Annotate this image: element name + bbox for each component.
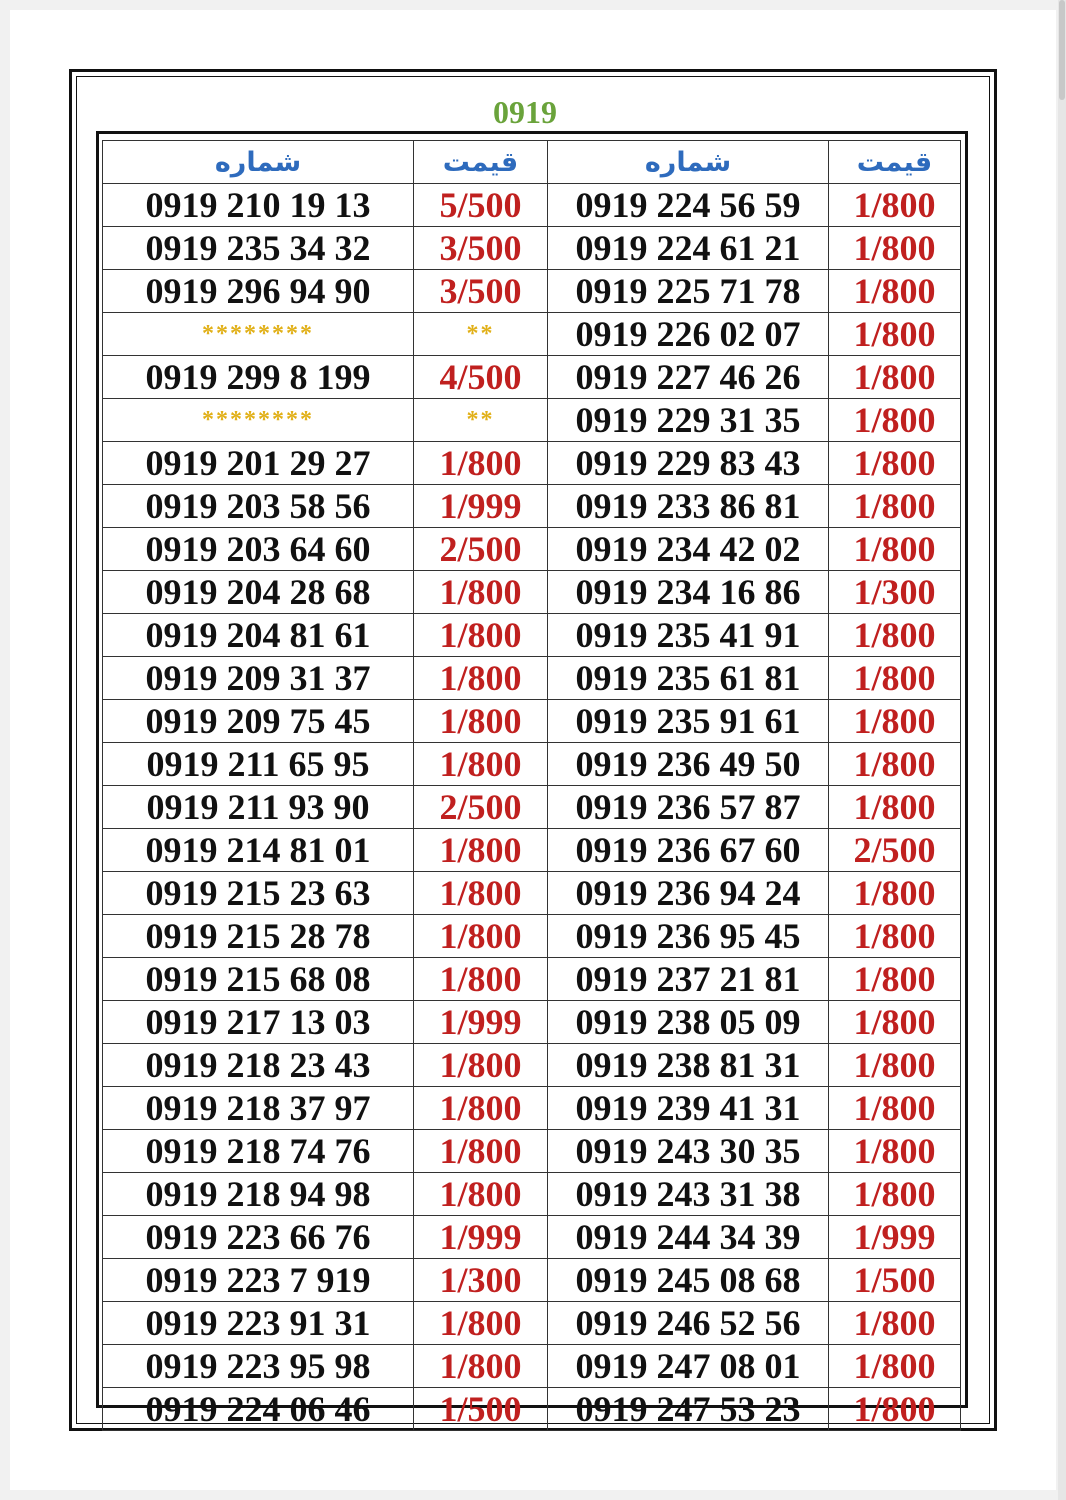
phone-number-right: 0919 224 56 59 bbox=[548, 184, 829, 227]
price-left: 1/800 bbox=[414, 872, 548, 915]
price-left: 1/300 bbox=[414, 1259, 548, 1302]
phone-number-left: ******** bbox=[103, 313, 414, 356]
phone-number-left: 0919 203 64 60 bbox=[103, 528, 414, 571]
table-row bbox=[103, 1216, 961, 1259]
phone-number-right: 0919 227 46 26 bbox=[548, 356, 829, 399]
price-left: 3/500 bbox=[414, 270, 548, 313]
price-right: 1/300 bbox=[829, 571, 961, 614]
price-table-body bbox=[103, 141, 961, 1431]
phone-number-left: 0919 209 31 37 bbox=[103, 657, 414, 700]
table-row bbox=[103, 872, 961, 915]
phone-number-right: 0919 229 83 43 bbox=[548, 442, 829, 485]
phone-number-right: 0919 225 71 78 bbox=[548, 270, 829, 313]
table-row bbox=[103, 915, 961, 958]
phone-number-right: 0919 243 31 38 bbox=[548, 1173, 829, 1216]
header-row bbox=[103, 141, 961, 184]
price-table-frame bbox=[96, 131, 968, 1429]
price-right: 1/800 bbox=[829, 227, 961, 270]
price-right: 1/800 bbox=[829, 1130, 961, 1173]
phone-number-left: 0919 217 13 03 bbox=[103, 1001, 414, 1044]
price-left: 1/800 bbox=[414, 1302, 548, 1345]
price-left: 2/500 bbox=[414, 786, 548, 829]
phone-number-right: 0919 236 57 87 bbox=[548, 786, 829, 829]
phone-number-left: ******** bbox=[103, 399, 414, 442]
table-row bbox=[103, 571, 961, 614]
phone-number-left: 0919 214 81 01 bbox=[103, 829, 414, 872]
price-left: 1/800 bbox=[414, 743, 548, 786]
table-row bbox=[103, 1302, 961, 1345]
price-left: 5/500 bbox=[414, 184, 548, 227]
price-right: 1/800 bbox=[829, 184, 961, 227]
phone-number-left: 0919 218 94 98 bbox=[103, 1173, 414, 1216]
table-row bbox=[103, 313, 961, 356]
price-left: 1/800 bbox=[414, 1087, 548, 1130]
price-left: 1/999 bbox=[414, 1001, 548, 1044]
page-title: 0919 bbox=[493, 94, 557, 130]
price-right: 1/800 bbox=[829, 1044, 961, 1087]
phone-number-right: 0919 235 61 81 bbox=[548, 657, 829, 700]
table-row bbox=[103, 700, 961, 743]
phone-number-left: 0919 215 68 08 bbox=[103, 958, 414, 1001]
price-left: 1/500 bbox=[414, 1388, 548, 1431]
phone-number-left: 0919 223 66 76 bbox=[103, 1216, 414, 1259]
price-right: 1/500 bbox=[829, 1259, 961, 1302]
price-right: 1/800 bbox=[829, 786, 961, 829]
phone-number-right: 0919 233 86 81 bbox=[548, 485, 829, 528]
price-right: 1/800 bbox=[829, 1388, 961, 1431]
price-left: 3/500 bbox=[414, 227, 548, 270]
price-right: 1/800 bbox=[829, 872, 961, 915]
table-row bbox=[103, 1130, 961, 1173]
table-row bbox=[103, 1001, 961, 1044]
phone-number-left: 0919 223 91 31 bbox=[103, 1302, 414, 1345]
price-left: 1/800 bbox=[414, 958, 548, 1001]
phone-number-left: 0919 204 81 61 bbox=[103, 614, 414, 657]
header-price-right: قیمت bbox=[829, 141, 961, 184]
price-left: 1/800 bbox=[414, 657, 548, 700]
price-right: 1/800 bbox=[829, 356, 961, 399]
phone-number-right: 0919 238 81 31 bbox=[548, 1044, 829, 1087]
phone-number-left: 0919 203 58 56 bbox=[103, 485, 414, 528]
phone-number-right: 0919 235 91 61 bbox=[548, 700, 829, 743]
phone-number-left: 0919 299 8 199 bbox=[103, 356, 414, 399]
price-left: 1/800 bbox=[414, 571, 548, 614]
table-row bbox=[103, 1044, 961, 1087]
price-right: 1/800 bbox=[829, 1345, 961, 1388]
phone-number-right: 0919 245 08 68 bbox=[548, 1259, 829, 1302]
phone-number-left: 0919 218 74 76 bbox=[103, 1130, 414, 1173]
phone-number-right: 0919 234 16 86 bbox=[548, 571, 829, 614]
table-row bbox=[103, 1259, 961, 1302]
table-row bbox=[103, 442, 961, 485]
price-right: 1/800 bbox=[829, 1001, 961, 1044]
scrollbar-track[interactable] bbox=[1058, 0, 1066, 1500]
table-row bbox=[103, 1388, 961, 1431]
price-left: ** bbox=[414, 313, 548, 356]
phone-number-left: 0919 223 95 98 bbox=[103, 1345, 414, 1388]
phone-number-right: 0919 238 05 09 bbox=[548, 1001, 829, 1044]
table-row bbox=[103, 786, 961, 829]
phone-number-left: 0919 210 19 13 bbox=[103, 184, 414, 227]
price-right: 1/800 bbox=[829, 485, 961, 528]
price-right: 1/800 bbox=[829, 743, 961, 786]
price-right: 1/999 bbox=[829, 1216, 961, 1259]
price-left: 2/500 bbox=[414, 528, 548, 571]
phone-number-right: 0919 243 30 35 bbox=[548, 1130, 829, 1173]
scrollbar-thumb[interactable] bbox=[1059, 0, 1065, 100]
price-right: 1/800 bbox=[829, 313, 961, 356]
table-row bbox=[103, 743, 961, 786]
price-right: 1/800 bbox=[829, 528, 961, 571]
table-row bbox=[103, 1173, 961, 1216]
table-row bbox=[103, 485, 961, 528]
phone-number-right: 0919 224 61 21 bbox=[548, 227, 829, 270]
table-row bbox=[103, 657, 961, 700]
price-left: 1/800 bbox=[414, 442, 548, 485]
price-right: 1/800 bbox=[829, 1173, 961, 1216]
table-row bbox=[103, 399, 961, 442]
price-left: 1/800 bbox=[414, 829, 548, 872]
phone-number-right: 0919 235 41 91 bbox=[548, 614, 829, 657]
table-row bbox=[103, 829, 961, 872]
table-row bbox=[103, 958, 961, 1001]
phone-number-right: 0919 226 02 07 bbox=[548, 313, 829, 356]
phone-number-left: 0919 215 28 78 bbox=[103, 915, 414, 958]
phone-number-right: 0919 239 41 31 bbox=[548, 1087, 829, 1130]
price-table bbox=[102, 140, 961, 1431]
table-row bbox=[103, 1345, 961, 1388]
table-row bbox=[103, 356, 961, 399]
price-right: 1/800 bbox=[829, 399, 961, 442]
phone-number-right: 0919 229 31 35 bbox=[548, 399, 829, 442]
price-right: 1/800 bbox=[829, 1087, 961, 1130]
phone-number-left: 0919 296 94 90 bbox=[103, 270, 414, 313]
header-number-left: شماره bbox=[103, 141, 414, 184]
table-row bbox=[103, 184, 961, 227]
price-right: 1/800 bbox=[829, 1302, 961, 1345]
header-number-right: شماره bbox=[548, 141, 829, 184]
phone-number-left: 0919 204 28 68 bbox=[103, 571, 414, 614]
table-row bbox=[103, 270, 961, 313]
price-left: ** bbox=[414, 399, 548, 442]
phone-number-left: 0919 211 93 90 bbox=[103, 786, 414, 829]
price-left: 1/999 bbox=[414, 485, 548, 528]
phone-number-right: 0919 236 49 50 bbox=[548, 743, 829, 786]
phone-number-left: 0919 215 23 63 bbox=[103, 872, 414, 915]
table-row bbox=[103, 528, 961, 571]
phone-number-left: 0919 218 23 43 bbox=[103, 1044, 414, 1087]
price-right: 1/800 bbox=[829, 442, 961, 485]
phone-number-left: 0919 235 34 32 bbox=[103, 227, 414, 270]
price-right: 1/800 bbox=[829, 958, 961, 1001]
phone-number-right: 0919 236 67 60 bbox=[548, 829, 829, 872]
header-price-left: قیمت bbox=[414, 141, 548, 184]
price-left: 1/999 bbox=[414, 1216, 548, 1259]
price-left: 1/800 bbox=[414, 1044, 548, 1087]
phone-number-right: 0919 236 94 24 bbox=[548, 872, 829, 915]
price-right: 2/500 bbox=[829, 829, 961, 872]
phone-number-right: 0919 234 42 02 bbox=[548, 528, 829, 571]
phone-number-right: 0919 247 08 01 bbox=[548, 1345, 829, 1388]
price-left: 1/800 bbox=[414, 1173, 548, 1216]
price-left: 1/800 bbox=[414, 1130, 548, 1173]
price-right: 1/800 bbox=[829, 915, 961, 958]
price-right: 1/800 bbox=[829, 657, 961, 700]
price-left: 1/800 bbox=[414, 614, 548, 657]
price-right: 1/800 bbox=[829, 700, 961, 743]
price-left: 1/800 bbox=[414, 1345, 548, 1388]
phone-number-right: 0919 244 34 39 bbox=[548, 1216, 829, 1259]
phone-number-left: 0919 209 75 45 bbox=[103, 700, 414, 743]
phone-number-left: 0919 223 7 919 bbox=[103, 1259, 414, 1302]
table-row bbox=[103, 1087, 961, 1130]
phone-number-left: 0919 224 06 46 bbox=[103, 1388, 414, 1431]
price-left: 1/800 bbox=[414, 915, 548, 958]
price-right: 1/800 bbox=[829, 614, 961, 657]
table-row bbox=[103, 614, 961, 657]
price-right: 1/800 bbox=[829, 270, 961, 313]
phone-number-right: 0919 246 52 56 bbox=[548, 1302, 829, 1345]
phone-number-right: 0919 237 21 81 bbox=[548, 958, 829, 1001]
phone-number-right: 0919 236 95 45 bbox=[548, 915, 829, 958]
phone-number-right: 0919 247 53 23 bbox=[548, 1388, 829, 1431]
phone-number-left: 0919 201 29 27 bbox=[103, 442, 414, 485]
table-row bbox=[103, 227, 961, 270]
phone-number-left: 0919 218 37 97 bbox=[103, 1087, 414, 1130]
price-left: 4/500 bbox=[414, 356, 548, 399]
price-left: 1/800 bbox=[414, 700, 548, 743]
phone-number-left: 0919 211 65 95 bbox=[103, 743, 414, 786]
